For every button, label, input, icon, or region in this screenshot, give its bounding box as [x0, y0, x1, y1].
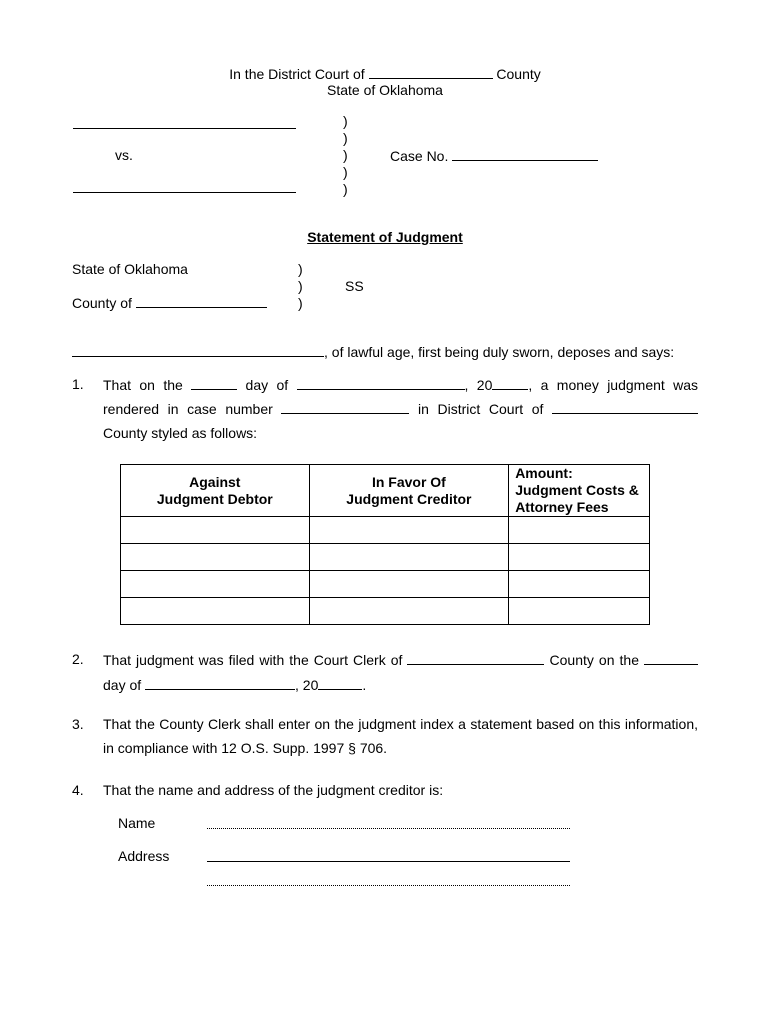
table-cell[interactable]: [509, 517, 650, 544]
item-2-line-1: [103, 651, 698, 669]
case-number-blank[interactable]: [281, 400, 409, 414]
vs-label: vs.: [115, 147, 133, 163]
table-row: [121, 571, 650, 598]
case-no-label: Case No.: [390, 148, 449, 164]
judgment-month-blank[interactable]: [297, 376, 465, 390]
table-cell[interactable]: [309, 598, 509, 625]
table-row: [121, 598, 650, 625]
table-cell[interactable]: [509, 571, 650, 598]
item-4-text: That the name and address of the judgment creditor is:: [103, 782, 444, 798]
item-2-text: day of: [103, 677, 142, 693]
venue-county-label: County of: [72, 295, 132, 311]
item-1-text: day of: [245, 377, 289, 393]
creditor-address-label: Address: [118, 848, 170, 864]
filing-year-blank[interactable]: [318, 676, 362, 690]
table-cell[interactable]: [121, 517, 310, 544]
table-cell[interactable]: [509, 544, 650, 571]
court-county-suffix: County: [496, 66, 541, 82]
item-1-text: rendered in case number: [103, 401, 273, 417]
item-number-1: 1.: [72, 376, 84, 392]
ss-label: SS: [345, 278, 364, 294]
item-1-line-2: [103, 400, 698, 418]
case-no-blank[interactable]: [452, 147, 598, 161]
item-number-3: 3.: [72, 716, 84, 732]
item-2-text: That judgment was filed with the Court Clerk of: [103, 652, 403, 668]
item-number-4: 4.: [72, 782, 84, 798]
item-1-line-1: [103, 376, 698, 394]
header-text: In Favor Of: [371, 473, 446, 490]
table-row: [121, 544, 650, 571]
plaintiff-line[interactable]: [73, 128, 296, 129]
affiant-name-blank[interactable]: [72, 343, 324, 357]
item-3-line-2: in compliance with 12 O.S. Supp. 1997 § 706.: [103, 740, 388, 756]
court-heading: [0, 65, 770, 83]
item-1-text: in District Court of: [418, 401, 544, 417]
court-prefix: In the District Court of: [229, 66, 365, 82]
table-header-row: [121, 465, 650, 517]
table-cell[interactable]: [309, 571, 509, 598]
table-cell[interactable]: [121, 598, 310, 625]
table-row: [121, 517, 650, 544]
header-text: Judgment Creditor: [346, 490, 472, 507]
affiant-statement: [72, 343, 674, 361]
judgment-day-blank[interactable]: [191, 376, 237, 390]
venue-paren: ): [298, 278, 303, 294]
table-cell[interactable]: [309, 544, 509, 571]
judgment-year-blank[interactable]: [492, 376, 528, 390]
caption-paren: ): [343, 113, 348, 129]
caption-paren: ): [343, 164, 348, 180]
creditor-name-line[interactable]: [207, 828, 570, 829]
item-1-text: , 20: [464, 377, 493, 393]
item-2-line-2: [103, 676, 366, 694]
header-text: Judgment Debtor: [156, 490, 273, 507]
district-court-blank[interactable]: [552, 400, 698, 414]
header-text: Attorney Fees: [515, 499, 609, 515]
court-state: State of Oklahoma: [327, 82, 443, 98]
venue-state: State of Oklahoma: [72, 261, 188, 277]
header-text: Against: [189, 473, 241, 490]
table-cell[interactable]: [121, 571, 310, 598]
item-2-text: County on the: [549, 652, 639, 668]
creditor-address-line-1[interactable]: [207, 861, 570, 862]
venue-county-blank[interactable]: [136, 294, 267, 308]
venue-paren: ): [298, 295, 303, 311]
column-header-amount: [509, 465, 650, 517]
creditor-name-label: Name: [118, 815, 156, 831]
table-cell[interactable]: [121, 544, 310, 571]
defendant-line[interactable]: [73, 192, 296, 193]
affiant-text: , of lawful age, first being duly sworn, deposes and says:: [324, 344, 675, 360]
document-title: Statement of Judgment: [307, 229, 463, 245]
item-3-line-1: That the County Clerk shall enter on the judgment index a statement based on this information,: [103, 716, 698, 732]
item-number-2: 2.: [72, 651, 84, 667]
item-1-line-3: County styled as follows:: [103, 425, 258, 441]
item-1-text: That on the: [103, 377, 183, 393]
caption-paren: ): [343, 181, 348, 197]
item-2-text: , 20: [295, 677, 319, 693]
table-cell[interactable]: [509, 598, 650, 625]
court-county-blank[interactable]: [369, 65, 493, 79]
item-2-text: .: [362, 677, 367, 693]
caption-paren: ): [343, 130, 348, 146]
column-header-in-favor: [309, 465, 509, 517]
header-text: Judgment Costs &: [515, 482, 639, 498]
case-no: [390, 147, 598, 165]
filing-day-blank[interactable]: [644, 651, 698, 665]
judgment-table: [120, 464, 650, 625]
header-text: Amount:: [515, 465, 573, 481]
venue-paren: ): [298, 261, 303, 277]
table-cell[interactable]: [309, 517, 509, 544]
venue-county: [72, 294, 267, 312]
creditor-address-line-2[interactable]: [207, 885, 570, 886]
column-header-against: [121, 465, 310, 517]
item-1-text: , a money judgment was: [528, 377, 699, 393]
caption-paren: ): [343, 147, 348, 163]
filing-month-blank[interactable]: [145, 676, 295, 690]
court-clerk-county-blank[interactable]: [407, 651, 544, 665]
